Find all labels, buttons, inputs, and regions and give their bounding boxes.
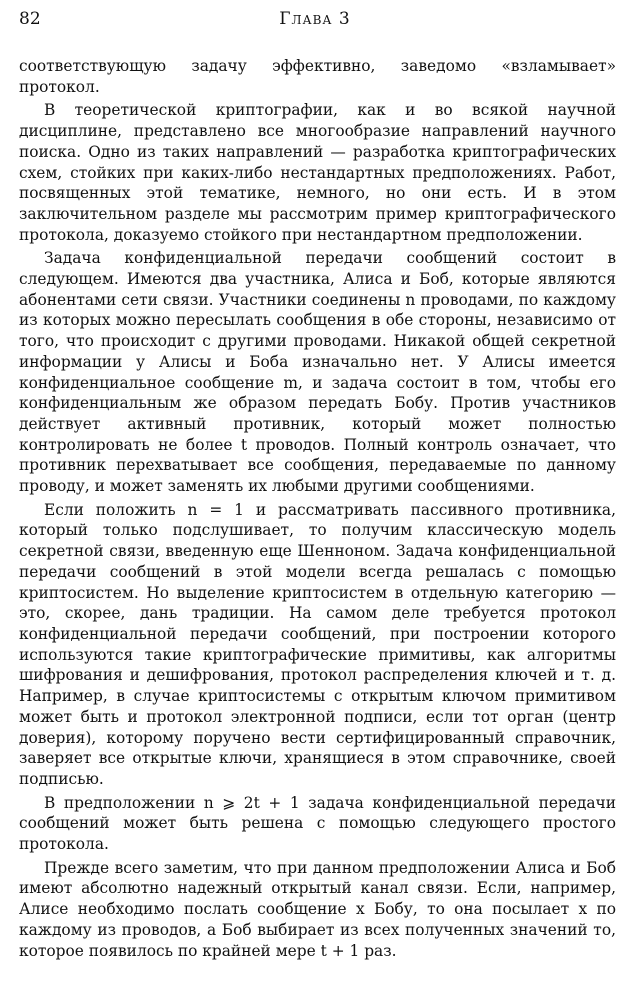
paragraph-confidential-transmission: Задача конфиденциальной передачи сообщений состоит в следующем. Имеются два участника, Алиса и Боб, которые являются абонентами сети связи. Участники соединены n проводами, по каждому из которых можно пересылать сообщения в обе стороны, независимо от того, что происходит с другими проводами. Никакой общей секретной информации у Алисы и Боба изначально нет. У Алисы имеется конфиденциальное сообщение m, и задача состоит в том, чтобы его конфиденциальным же образом передать Бобу. Против участников действует активный противник, который может полностью контролировать не более t проводов. Полный контроль означает, что противник перехватывает все сообщения, передаваемые по данному проводу, и может заменять их любыми другими сообщениями. <box>19 249 616 496</box>
paragraph-theoretical-crypto: В теоретической криптографии, как и во всякой научной дисциплине, представлено все многообразие направлений научного поиска. Одно из таких направлений — разработка криптографических схем, стойких при каких-либо нестандартных предположениях. Работ, посвященных этой тематике, немного, но они есть. И в этом заключительном разделе мы рассмотрим пример криптографического протокола, доказуемо стойкого при нестандартном предположении. <box>19 101 616 244</box>
paragraph-passive-adversary: Если положить n = 1 и рассматривать пассивного противника, который только подслушивает, то получим классическую модель секретной связи, введенную еще Шенноном. Задача конфиденциальной передачи сообщений в этой модели всегда решалась с помощью криптосистем. Но выделение криптосистем в отдельную категорию — это, скорее, дань традиции. На самом деле требуется протокол конфиденциальной передачи сообщений, при построении которого используются такие криптографические примитивы, как алгоритмы шифрования и дешифрования, протокол распределения ключей и т. д. Например, в случае криптосистемы с открытым ключом примитивом может быть и протокол электронной подписи, если тот орган (центр доверия), которому поручено вести сертифицированный справочник, заверяет все открытые ключи, хранящиеся в этом справочнике, своей подписью. <box>19 500 616 788</box>
page-body <box>19 56 616 961</box>
paragraph-assumption: В предположении n ⩾ 2t + 1 задача конфиденциальной передачи сообщений может быть решена с помощью следующего простого протокола. <box>19 793 616 854</box>
paragraph-reliable-channel: Прежде всего заметим, что при данном предположении Алиса и Боб имеют абсолютно надежный открытый канал связи. Если, например, Алисе необходимо послать сообщение x Бобу, то она посылает x по каждому из проводов, а Боб выбирает из всех полученных значений то, которое появилось по крайней мере t + 1 раз. <box>19 858 616 960</box>
paragraph-continuation: соответствующую задачу эффективно, заведомо «взламывает» протокол. <box>19 57 616 96</box>
chapter-running-head: Глава 3 <box>279 9 351 29</box>
page-number: 82 <box>19 9 41 29</box>
page-header <box>0 6 630 32</box>
